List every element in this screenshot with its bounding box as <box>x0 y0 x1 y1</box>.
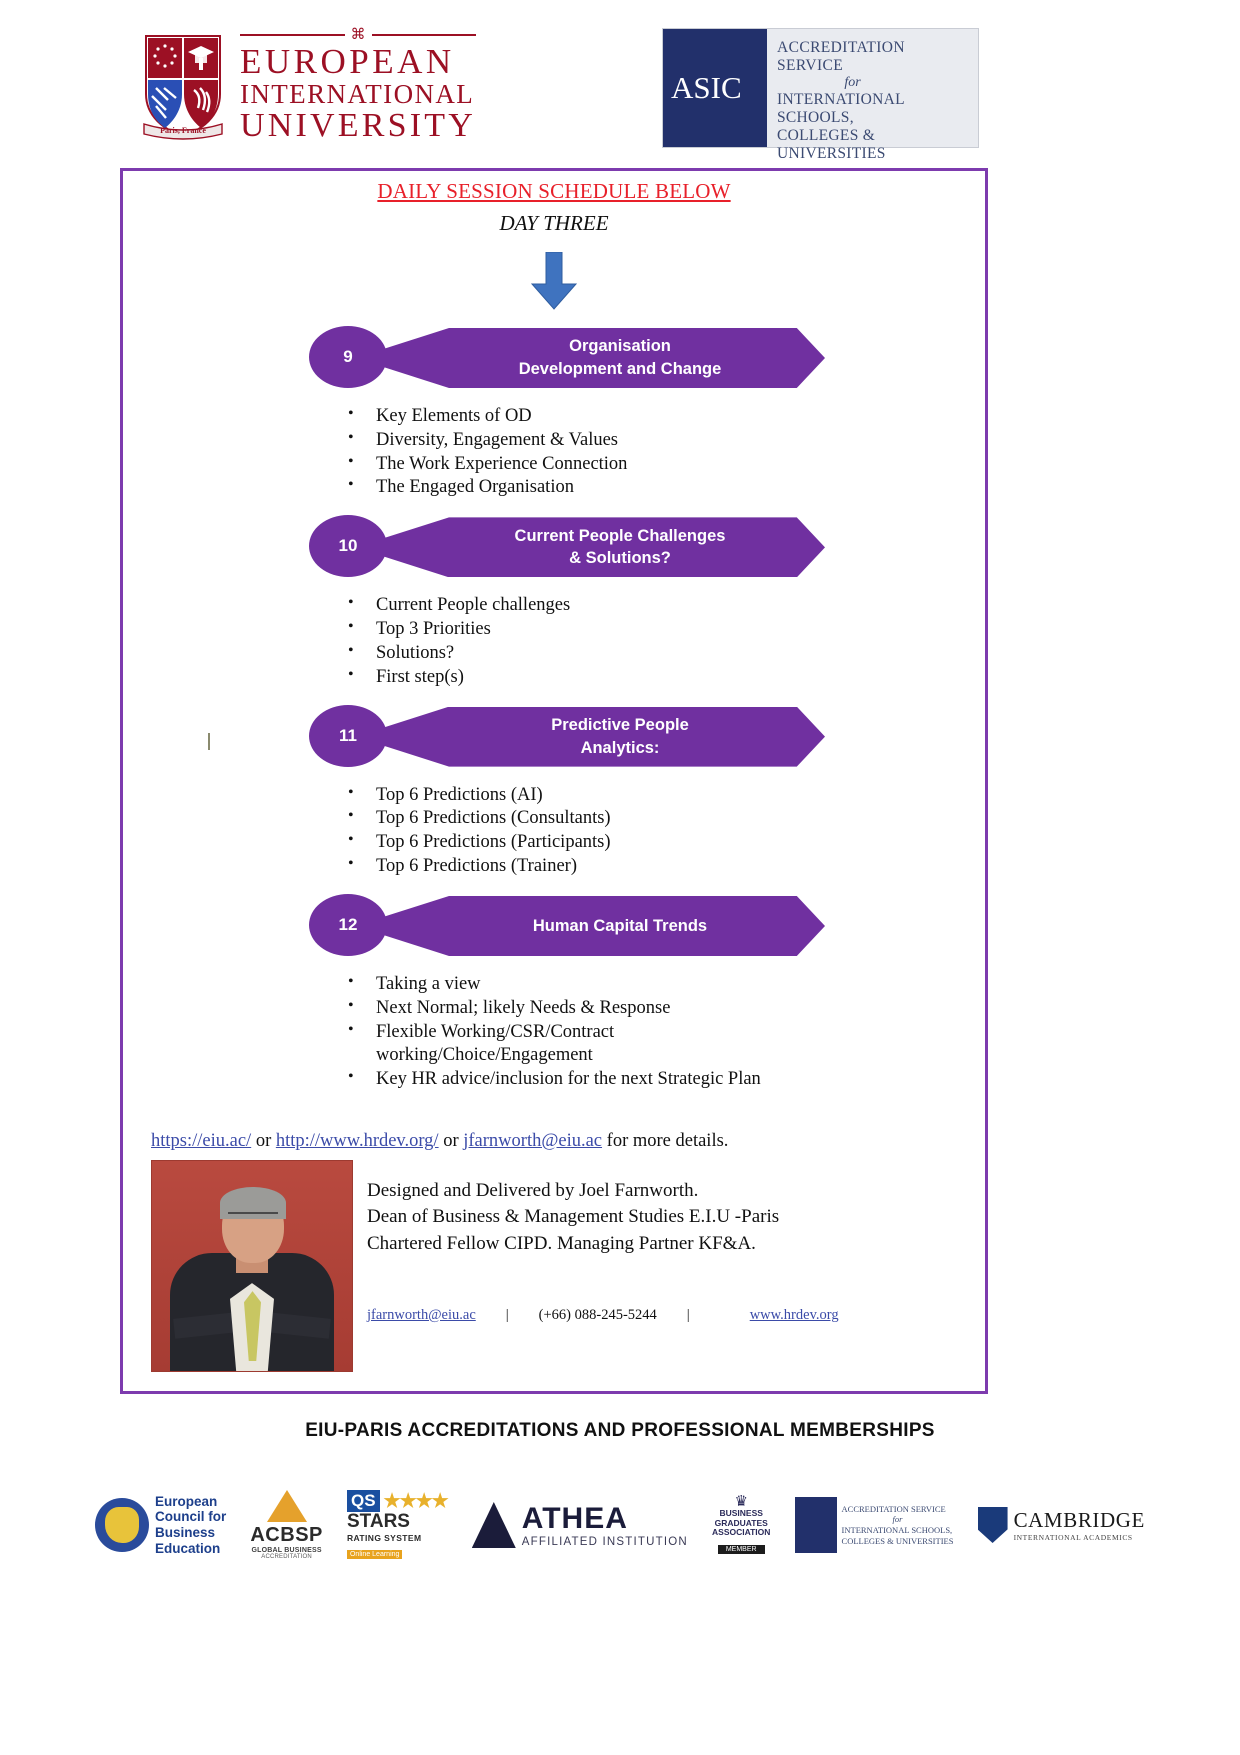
acbsp-sub1: GLOBAL BUSINESS <box>251 1547 322 1554</box>
session-title-11-line2: Analytics: <box>580 738 660 757</box>
eiu-name-line3: UNIVERSITY <box>240 107 476 144</box>
session-title-10-line2: & Solutions? <box>569 549 671 568</box>
bga-logo <box>712 1482 770 1568</box>
or-text-2: or <box>438 1131 464 1152</box>
ecbe-line2: Council for <box>155 1509 227 1525</box>
session-bullets-10 <box>123 595 985 688</box>
schedule-panel <box>120 168 988 1394</box>
session-block-12 <box>123 894 985 1091</box>
author-email-link[interactable]: jfarnworth@eiu.ac <box>367 1306 476 1323</box>
asic-line1: ACCREDITATION SERVICE <box>777 39 905 74</box>
author-line3: Chartered Fellow CIPD. Managing Partner KF&A. <box>367 1232 756 1254</box>
session-number-11: 11 <box>309 705 387 767</box>
author-contact-row <box>367 1305 839 1325</box>
athea-triangle-icon <box>472 1502 516 1548</box>
list-item: • Top 6 Predictions (Trainer) <box>348 856 985 878</box>
session-title-9-line2: Development and Change <box>518 360 722 378</box>
asic-footer-line3: INTERNATIONAL SCHOOLS, <box>841 1525 953 1535</box>
ornament-icon: ⌘ <box>350 26 366 43</box>
qs-rating-system: RATING SYSTEM <box>346 1532 422 1543</box>
acbsp-triangle-icon <box>267 1490 307 1522</box>
more-details-line <box>151 1131 985 1152</box>
session-chevron-11 <box>355 707 825 767</box>
list-item: • Current People challenges <box>348 595 985 617</box>
session-block-9 <box>123 326 985 499</box>
session-number-9: 9 <box>309 326 387 388</box>
eiu-crest-icon <box>140 32 226 140</box>
session-chevron-9 <box>355 328 825 388</box>
bga-member-badge: MEMBER <box>718 1545 765 1554</box>
footer-title: EIU-PARIS ACCREDITATIONS AND PROFESSIONAL MEMBERSHIPS <box>305 1420 935 1441</box>
or-text-1: or <box>251 1131 276 1152</box>
more-details-text: for more details. <box>602 1131 729 1152</box>
athea-name: ATHEA <box>521 1502 628 1535</box>
list-item: • Solutions? <box>348 643 985 665</box>
schedule-day: DAY THREE <box>499 211 609 235</box>
session-bullets-12 <box>123 974 985 1091</box>
acbsp-sub2: ACCREDITATION <box>261 1554 312 1560</box>
text-cursor-icon <box>208 733 210 750</box>
asic-mark-icon <box>663 29 767 147</box>
list-item: • Top 6 Predictions (AI) <box>348 785 985 807</box>
stars-icon: ★★★★ <box>383 1490 448 1512</box>
ecbe-line3: Business <box>155 1525 216 1540</box>
author-phone: (+66) 088-245-5244 <box>538 1306 657 1323</box>
author-line1: Designed and Delivered by Joel Farnworth. <box>367 1180 699 1202</box>
qs-online-learning-badge: Online Learning <box>347 1550 402 1559</box>
qs-badge: QS <box>347 1490 380 1512</box>
asic-footer-logo <box>795 1482 954 1568</box>
session-block-10 <box>123 515 985 688</box>
cambridge-name: CAMBRIDGE <box>1013 1508 1145 1532</box>
bga-line3: ASSOCIATION <box>712 1527 771 1538</box>
session-chevron-10 <box>355 517 825 577</box>
qs-stars-word: STARS <box>346 1510 410 1532</box>
bga-line2: GRADUATES <box>714 1517 768 1528</box>
qs-stars-logo <box>347 1482 448 1568</box>
asic-line4: COLLEGES & UNIVERSITIES <box>777 127 886 163</box>
list-item: • Taking a view <box>348 974 985 996</box>
asic-mark-text: ASIC <box>671 70 742 105</box>
acbsp-logo <box>250 1482 323 1568</box>
list-item: • Top 6 Predictions (Consultants) <box>348 808 985 830</box>
author-line2: Dean of Business & Management Studies E.I.U -Paris <box>367 1206 780 1228</box>
session-banner-11 <box>123 705 985 771</box>
separator-1: | <box>505 1306 509 1323</box>
session-number-10: 10 <box>309 515 387 577</box>
session-title-10-line1: Current People Challenges <box>514 526 726 545</box>
list-item: • Top 6 Predictions (Participants) <box>348 832 985 854</box>
session-bullets-11 <box>123 785 985 878</box>
acbsp-name: ACBSP <box>250 1524 323 1546</box>
list-item: • Key HR advice/inclusion for the next Strategic Plan <box>348 1069 985 1091</box>
author-portrait <box>151 1160 353 1372</box>
session-block-11 <box>123 705 985 878</box>
email-link[interactable]: jfarnworth@eiu.ac <box>463 1131 603 1152</box>
session-title-11-line1: Predictive People <box>551 715 689 734</box>
author-block <box>151 1160 985 1372</box>
ecbe-logo <box>95 1482 226 1568</box>
session-banner-9 <box>123 326 985 392</box>
bga-line1: BUSINESS <box>719 1508 763 1519</box>
eiu-logo <box>140 28 480 143</box>
session-title-9-line1: Organisation <box>569 337 671 356</box>
list-item: • Top 3 Priorities <box>348 619 985 641</box>
eiu-website-link[interactable]: https://eiu.ac/ <box>151 1131 252 1152</box>
athea-logo <box>472 1482 688 1568</box>
ecbe-line1: European <box>155 1493 218 1509</box>
list-item: • Key Elements of OD <box>348 406 985 428</box>
session-banner-12 <box>123 894 985 960</box>
list-item: • Flexible Working/CSR/Contract <box>348 1022 985 1044</box>
session-bullets-9 <box>123 406 985 499</box>
top-logo-bar <box>0 0 1240 163</box>
asic-accreditation-logo <box>662 28 979 163</box>
asic-footer-line2: for <box>892 1514 903 1525</box>
eiu-name-line2: INTERNATIONAL <box>240 79 475 109</box>
list-item: • The Engaged Organisation <box>348 477 985 499</box>
eiu-ornament-rule <box>240 28 476 42</box>
ecbe-line4: Education <box>155 1540 221 1556</box>
down-arrow-icon <box>531 252 577 310</box>
asic-footer-line1: ACCREDITATION SERVICE <box>841 1503 946 1514</box>
eiu-name-line1: EUROPEAN <box>240 42 455 81</box>
list-item: • Next Normal; likely Needs & Response <box>348 998 985 1020</box>
list-item: • Diversity, Engagement & Values <box>348 430 985 452</box>
list-item: • The Work Experience Connection <box>348 454 985 476</box>
session-number-12: 12 <box>309 894 387 956</box>
list-item-continuation: working/Choice/Engagement <box>376 1045 593 1066</box>
session-chevron-12 <box>355 896 825 956</box>
cambridge-shield-icon <box>978 1507 1008 1543</box>
asic-footer-line4: COLLEGES & UNIVERSITIES <box>841 1535 954 1546</box>
author-website-link[interactable]: www.hrdev.org <box>749 1306 839 1323</box>
athea-sub: AFFILIATED INSTITUTION <box>521 1536 688 1548</box>
list-item: • First step(s) <box>348 667 985 689</box>
cambridge-logo <box>978 1482 1145 1568</box>
crown-icon: ♛ <box>734 1493 748 1511</box>
separator-2: | <box>686 1306 690 1323</box>
hrdev-website-link[interactable]: http://www.hrdev.org/ <box>275 1131 439 1152</box>
session-title-12-line1: Human Capital Trends <box>532 916 708 935</box>
europe-globe-icon <box>95 1498 149 1552</box>
asic-line2: for <box>844 74 861 90</box>
session-banner-10 <box>123 515 985 581</box>
asic-line3: INTERNATIONAL SCHOOLS, <box>777 91 905 127</box>
cambridge-sub: INTERNATIONAL ACADEMICS <box>1013 1533 1133 1542</box>
schedule-title: DAILY SESSION SCHEDULE BELOW <box>377 179 731 203</box>
footer-logo-strip <box>95 1470 1145 1580</box>
asic-footer-mark-icon <box>795 1497 837 1553</box>
crest-ribbon-text: Paris, France <box>160 125 206 135</box>
